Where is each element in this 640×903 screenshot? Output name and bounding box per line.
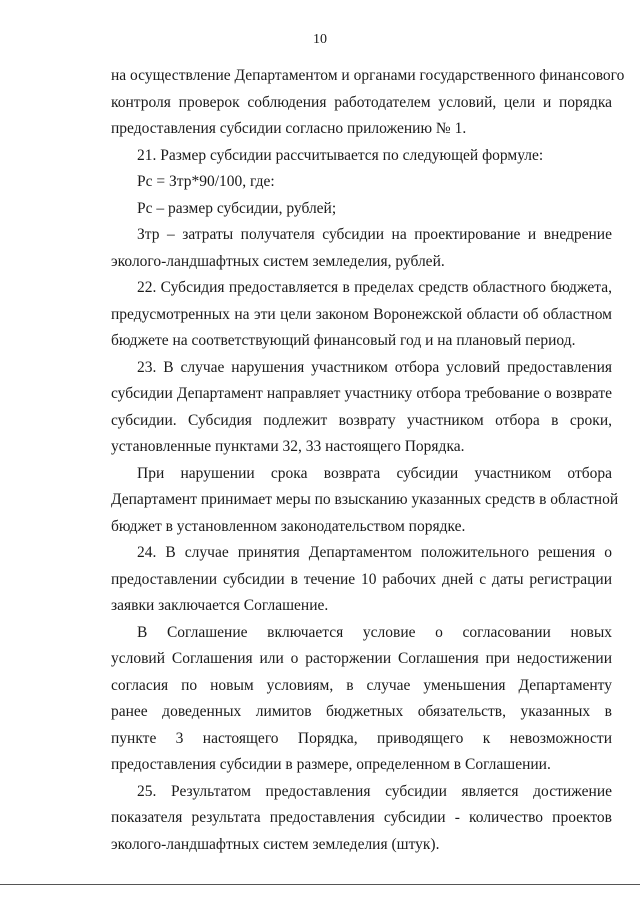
text-line: Департамент принимает меры по взысканию указанных средств в областной xyxy=(111,491,619,508)
text-line: эколого-ландшафтных систем земледелия (штук). xyxy=(111,835,440,853)
document-body xyxy=(111,63,625,858)
text-line: заявки заключается Соглашение. xyxy=(111,597,329,614)
text-line: Рс = Зтр*90/100, где: xyxy=(137,173,275,190)
text-line: бюджете на соответствующий финансовый год и на плановый период. xyxy=(111,332,576,349)
text-line: предусмотренных на эти цели законом Воронежской области об областном xyxy=(111,305,612,323)
page-number: 10 xyxy=(313,32,327,47)
text-line: 22. Субсидия предоставляется в пределах средств областного бюджета, xyxy=(137,279,612,296)
text-line: Рс – размер субсидии, рублей; xyxy=(137,199,337,217)
text-line: на осуществление Департаментом и органами государственного финансового xyxy=(111,67,625,84)
text-line: предоставлении субсидии в течение 10 рабочих дней с даты регистрации xyxy=(111,570,612,588)
text-line: пункте 3 настоящего Порядка, приводящего к невозможности xyxy=(111,729,612,747)
text-line: бюджет в установленном законодательством порядке. xyxy=(111,517,466,535)
text-line: предоставления субсидии согласно приложению № 1. xyxy=(111,120,467,137)
text-line: В Соглашение включается условие о согласовании новых xyxy=(137,623,612,641)
text-line: установленные пунктами 32, 33 настоящего Порядка. xyxy=(111,438,465,455)
text-line: 21. Размер субсидии рассчитывается по следующей формуле: xyxy=(137,146,544,164)
text-line: 23. В случае нарушения участником отбора условий предоставления xyxy=(137,358,612,376)
text-line: предоставления субсидии в размере, определенном в Соглашении. xyxy=(111,756,551,773)
text-line: эколого-ландшафтных систем земледелия, рублей. xyxy=(111,252,445,270)
text-line: При нарушении срока возврата субсидии участником отбора xyxy=(137,464,612,482)
text-line: ранее доведенных лимитов бюджетных обязательств, указанных в xyxy=(111,703,612,720)
text-line: согласия по новым условиям, в случае уменьшения Департаменту xyxy=(111,676,612,694)
text-line: 25. Результатом предоставления субсидии является достижение xyxy=(137,782,612,800)
text-line: контроля проверок соблюдения работодателем условий, цели и порядка xyxy=(111,93,612,111)
page-bottom-rule xyxy=(0,884,640,885)
text-line: субсидии. Субсидия подлежит возврату участником отбора в сроки, xyxy=(111,411,612,429)
text-line: Зтр – затраты получателя субсидии на проектирование и внедрение xyxy=(137,226,612,243)
text-line: показателя результата предоставления субсидии - количество проектов xyxy=(111,809,612,826)
text-line: условий Соглашения или о расторжении Соглашения при недостижении xyxy=(111,650,612,667)
text-line: субсидии Департамент направляет участнику отбора требование о возврате xyxy=(111,385,612,402)
text-line: 24. В случае принятия Департаментом положительного решения о xyxy=(137,544,612,561)
